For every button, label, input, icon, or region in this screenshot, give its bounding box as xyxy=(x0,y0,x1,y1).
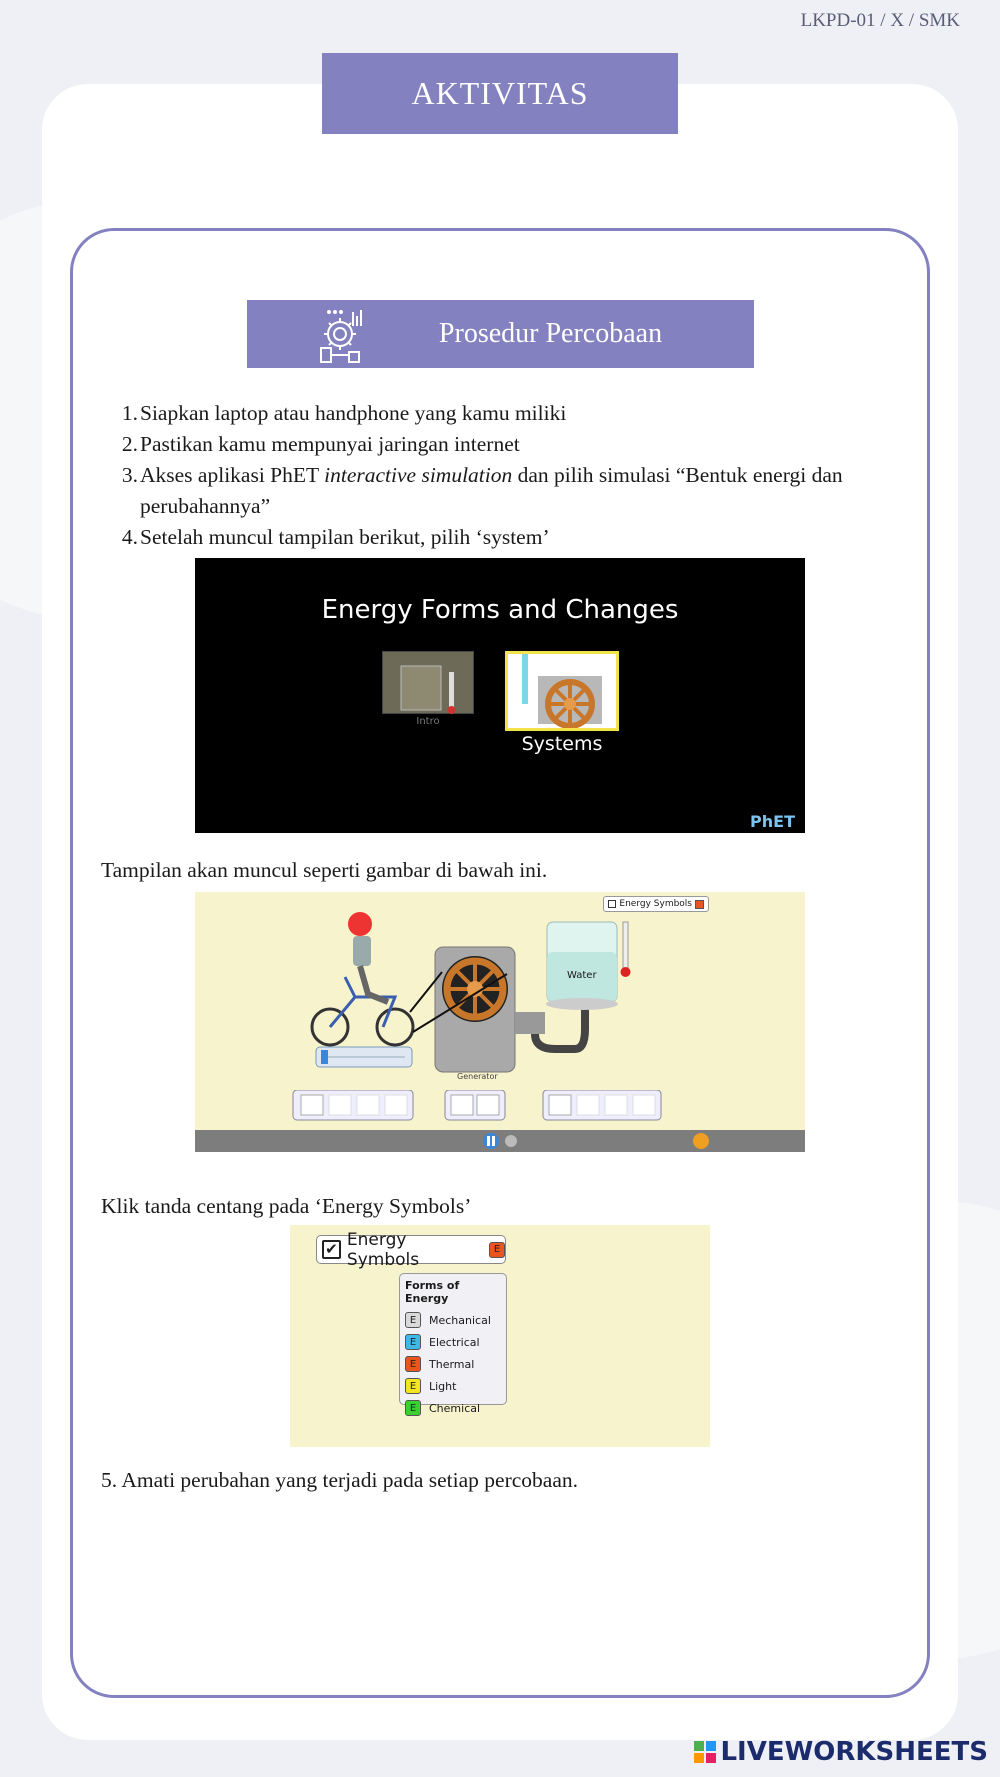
systems-label: Systems xyxy=(521,733,603,755)
energy-symbols-screenshot xyxy=(290,1225,710,1447)
procedure-steps xyxy=(110,398,910,553)
document-code: LKPD-01 / X / SMK xyxy=(800,10,960,31)
step-text xyxy=(138,460,910,522)
caption-display: Tampilan akan muncul seperti gambar di bawah ini. xyxy=(101,858,548,882)
intro-label: Intro xyxy=(416,716,440,727)
liveworksheets-grid-icon xyxy=(694,1741,716,1763)
phet-logo: PhET xyxy=(750,812,795,831)
section-title: AKTIVITAS xyxy=(411,75,589,111)
forms-of-energy-legend xyxy=(399,1273,507,1415)
legend-label: Electrical xyxy=(429,1335,480,1349)
simulation-title: Energy Forms and Changes xyxy=(321,595,679,625)
liveworksheets-logo[interactable] xyxy=(694,1737,988,1767)
energy-symbols-label: Energy Symbols xyxy=(619,899,692,909)
thermal-energy-chip-icon: E xyxy=(405,1356,421,1372)
step-text: Pastikan kamu mempunyai jaringan internet xyxy=(140,432,520,456)
phet-systems-screenshot xyxy=(195,892,805,1152)
brand-name: LIVEWORKSHEETS xyxy=(720,1737,988,1767)
playback-controls[interactable] xyxy=(195,1130,805,1152)
phet-home-screenshot xyxy=(195,558,805,833)
systems-thumbnail[interactable] xyxy=(505,651,619,731)
procedure-title: Prosedur Percobaan xyxy=(438,318,663,349)
legend-item xyxy=(405,1375,501,1397)
energy-symbols-label: Energy Symbols xyxy=(346,1229,420,1270)
legend-title: Forms of Energy xyxy=(405,1279,460,1305)
legend-item xyxy=(405,1397,501,1419)
step-text: Setelah muncul tampilan berikut, pilih ‘system’ xyxy=(140,525,550,549)
step-item xyxy=(110,429,910,460)
step-number: 1. xyxy=(121,401,138,425)
water-wheel-icon xyxy=(508,654,616,728)
water-label: Water xyxy=(567,970,597,981)
checkmark-icon: ✔ xyxy=(322,1240,341,1259)
legend-label: Mechanical xyxy=(429,1313,491,1327)
step-item xyxy=(110,460,910,522)
step-item xyxy=(110,522,910,553)
energy-symbols-checkbox[interactable] xyxy=(316,1229,506,1270)
intro-thumbnail[interactable] xyxy=(382,651,474,714)
caption-energy-symbols: Klik tanda centang pada ‘Energy Symbols’ xyxy=(101,1194,472,1218)
light-energy-chip-icon: E xyxy=(405,1378,421,1394)
step-text-italic: interactive simulation xyxy=(324,463,513,487)
legend-label: Thermal xyxy=(429,1357,475,1371)
component-toolbar[interactable] xyxy=(195,1090,805,1130)
process-gear-icon xyxy=(307,300,377,368)
legend-label: Chemical xyxy=(429,1401,481,1415)
procedure-banner xyxy=(247,300,754,368)
step-number: 3. xyxy=(121,463,138,487)
electrical-energy-chip-icon: E xyxy=(405,1334,421,1350)
step-number: 2. xyxy=(121,432,138,456)
cyclist-icon xyxy=(312,912,413,1045)
thermal-energy-chip-icon: E xyxy=(489,1242,505,1258)
step-five: 5. Amati perubahan yang terjadi pada setiap percobaan. xyxy=(101,1468,578,1492)
step-text: Siapkan laptop atau handphone yang kamu miliki xyxy=(140,401,567,425)
section-title-banner xyxy=(322,53,678,134)
step-text-part: dan pilih simulasi “Bentuk energi dan perubahannya” xyxy=(140,463,843,518)
generator-label: Generator xyxy=(457,1072,498,1081)
legend-label: Light xyxy=(429,1379,457,1393)
mechanical-energy-chip-icon: E xyxy=(405,1312,421,1328)
step-number: 4. xyxy=(121,525,138,549)
legend-item xyxy=(405,1331,501,1353)
legend-item xyxy=(405,1353,501,1375)
beaker-thermometer-icon xyxy=(383,652,475,715)
chemical-energy-chip-icon: E xyxy=(405,1400,421,1416)
step-text-part: Akses aplikasi PhET xyxy=(140,463,325,487)
legend-item xyxy=(405,1309,501,1331)
playback-bar xyxy=(195,1130,805,1152)
step-item xyxy=(110,398,910,429)
